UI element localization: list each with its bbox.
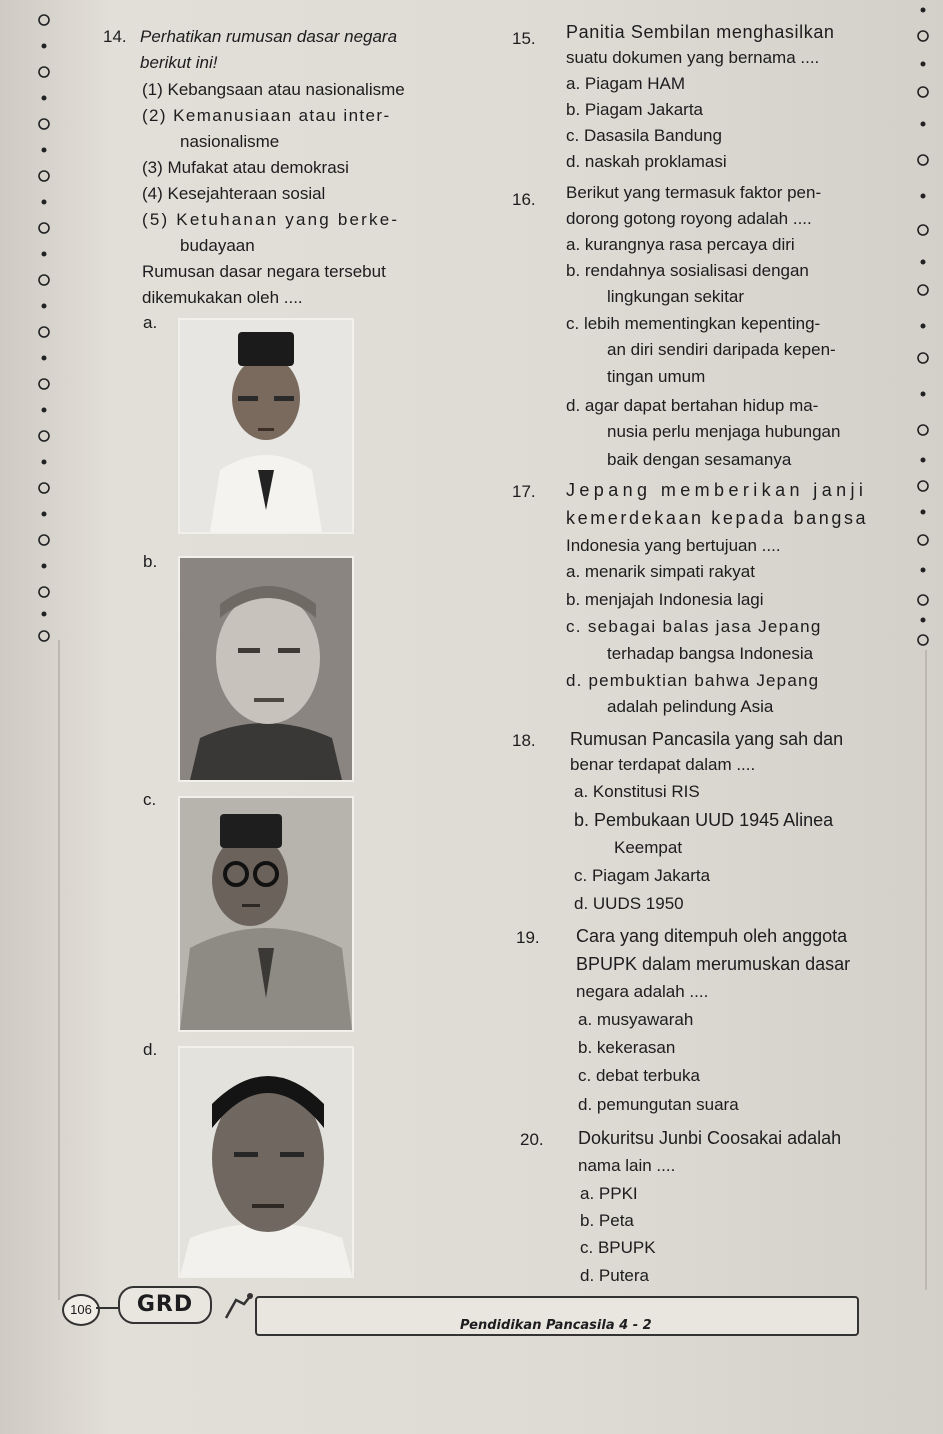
answer-option: d. Putera xyxy=(580,1266,649,1285)
answer-option: c. Dasasila Bandung xyxy=(566,126,722,145)
question-text: Dokuritsu Junbi Coosakai adalah xyxy=(578,1128,842,1148)
answer-option: baik dengan sesamanya xyxy=(607,450,792,469)
question-text: dikemukakan oleh .... xyxy=(142,288,303,307)
question-text: kemerdekaan kepada bangsa xyxy=(566,508,869,528)
answer-option: tingan umum xyxy=(607,367,706,386)
left-ornament-border xyxy=(30,0,60,660)
answer-option: d. naskah proklamasi xyxy=(566,152,727,171)
list-item: (4) Kesejahteraan sosial xyxy=(142,184,326,203)
footer-divider xyxy=(96,1307,120,1309)
question-text: Indonesia yang bertujuan .... xyxy=(566,536,781,555)
answer-option: an diri sendiri daripada kepen- xyxy=(607,340,836,359)
page-number: 106 xyxy=(62,1294,100,1326)
answer-option: c. lebih mementingkan kepenting- xyxy=(566,314,821,333)
question-number: 17. xyxy=(512,482,536,501)
answer-option: b. menjajah Indonesia lagi xyxy=(566,590,764,609)
option-label: d. xyxy=(143,1040,158,1059)
answer-option: c. Piagam Jakarta xyxy=(574,866,711,885)
book-title: Pendidikan Pancasila 4 - 2 xyxy=(460,1318,652,1333)
list-item: nasionalisme xyxy=(180,132,280,151)
answer-option: d. pembuktian bahwa Jepang xyxy=(566,671,820,690)
option-label: a. xyxy=(143,313,158,332)
portrait-photo-a xyxy=(178,318,354,534)
question-text: Rumusan dasar negara tersebut xyxy=(142,262,386,281)
answer-option: c. BPUPK xyxy=(580,1238,656,1257)
portrait-photo-d xyxy=(178,1046,354,1278)
answer-option: nusia perlu menjaga hubungan xyxy=(607,422,841,441)
answer-option: a. menarik simpati rakyat xyxy=(566,562,755,581)
runner-icon xyxy=(222,1290,258,1322)
list-item: (5) Ketuhanan yang berke- xyxy=(142,210,400,229)
list-item: (3) Mufakat atau demokrasi xyxy=(142,158,349,177)
answer-option: c. sebagai balas jasa Jepang xyxy=(566,617,822,636)
question-number: 20. xyxy=(520,1130,544,1149)
answer-option: lingkungan sekitar xyxy=(607,287,745,306)
answer-option: d. agar dapat bertahan hidup ma- xyxy=(566,396,819,415)
answer-option: Keempat xyxy=(614,838,683,857)
answer-option: d. UUDS 1950 xyxy=(574,894,684,913)
question-text: suatu dokumen yang bernama .... xyxy=(566,48,820,67)
answer-option: a. PPKI xyxy=(580,1184,638,1203)
question-text: Jepang memberikan janji xyxy=(566,480,868,500)
question-number: 14. xyxy=(103,27,127,46)
right-margin-line xyxy=(925,650,927,1290)
question-text: Cara yang ditempuh oleh anggota xyxy=(576,926,848,946)
right-ornament-border xyxy=(905,0,941,660)
question-text: negara adalah .... xyxy=(576,982,709,1001)
answer-option: c. debat terbuka xyxy=(578,1066,700,1085)
question-text: Perhatikan rumusan dasar negara xyxy=(140,27,398,46)
answer-option: b. Pembukaan UUD 1945 Alinea xyxy=(574,810,834,830)
list-item: (1) Kebangsaan atau nasionalisme xyxy=(142,80,405,99)
list-item: (2) Kemanusiaan atau inter- xyxy=(142,106,391,125)
answer-option: b. kekerasan xyxy=(578,1038,676,1057)
option-label: c. xyxy=(143,790,157,809)
question-text: BPUPK dalam merumuskan dasar xyxy=(576,954,851,974)
left-margin-line xyxy=(58,640,60,1300)
question-text: Berikut yang termasuk faktor pen- xyxy=(566,183,822,202)
answer-option: terhadap bangsa Indonesia xyxy=(607,644,814,663)
list-item: budayaan xyxy=(180,236,255,255)
answer-option: adalah pelindung Asia xyxy=(607,697,774,716)
question-number: 18. xyxy=(512,731,536,750)
answer-option: b. rendahnya sosialisasi dengan xyxy=(566,261,809,280)
question-number: 15. xyxy=(512,29,536,48)
question-number: 16. xyxy=(512,190,536,209)
question-text: berikut ini! xyxy=(140,53,218,72)
question-text: benar terdapat dalam .... xyxy=(570,755,756,774)
publisher-logo: GRD xyxy=(118,1286,212,1324)
question-number: 19. xyxy=(516,928,540,947)
answer-option: b. Piagam Jakarta xyxy=(566,100,704,119)
answer-option: a. Piagam HAM xyxy=(566,74,686,93)
question-text: Panitia Sembilan menghasilkan xyxy=(566,22,835,42)
answer-option: a. kurangnya rasa percaya diri xyxy=(566,235,795,254)
question-text: dorong gotong royong adalah .... xyxy=(566,209,812,228)
answer-option: b. Peta xyxy=(580,1211,634,1230)
option-label: b. xyxy=(143,552,158,571)
answer-option: d. pemungutan suara xyxy=(578,1095,739,1114)
question-text: nama lain .... xyxy=(578,1156,676,1175)
portrait-photo-b xyxy=(178,556,354,782)
portrait-photo-c xyxy=(178,796,354,1032)
question-text: Rumusan Pancasila yang sah dan xyxy=(570,729,844,749)
answer-option: a. musyawarah xyxy=(578,1010,694,1029)
answer-option: a. Konstitusi RIS xyxy=(574,782,700,801)
